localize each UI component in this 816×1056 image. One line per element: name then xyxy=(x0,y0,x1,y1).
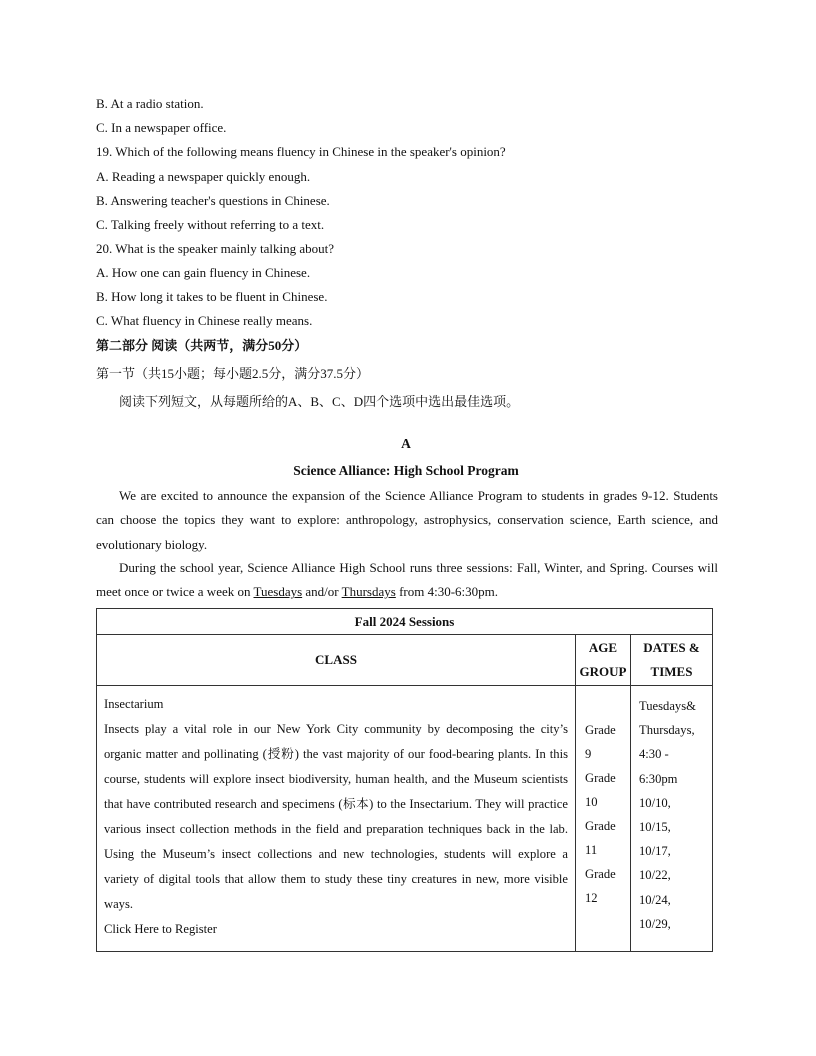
age-group-cell xyxy=(576,686,631,952)
instruction: 阅读下列短文，从每题所给的A、B、C、D四个选项中选出最佳选项。 xyxy=(119,394,520,409)
grade-text: 9 xyxy=(585,747,592,761)
part-heading: 第二部分 阅读（共两节，满分50分） xyxy=(96,338,308,353)
date-text: Thursdays, xyxy=(639,723,695,738)
date-text: 10/29, xyxy=(639,916,671,931)
grade-text: Grade xyxy=(585,723,616,737)
date-text: 10/17, xyxy=(639,844,671,859)
paragraph-1: We are excited to announce the expansion of the Science Alliance Program to students in grades 9-12. Students can choose the topics they want to explore: anthropology, astrophysics, conservation science, Earth science, and evolutionary biology. xyxy=(96,488,718,552)
option-19b: B. Answering teacher's questions in Chinese. xyxy=(96,193,330,208)
p2-text-before: During the school year, Science Alliance High School runs three sessions: Fall, Winter, and Spring. Courses will meet once or twice a week on xyxy=(96,560,718,600)
date-text: 10/10, xyxy=(639,795,671,810)
grade-text: Grade xyxy=(585,771,616,785)
grade-text: Grade xyxy=(585,867,616,881)
sessions-table xyxy=(96,608,713,952)
class-description: Insects play a vital role in our New York City community by decomposing the city’s organic matter and pollinating (授粉) the vast majority of our food-bearing plants. In this course, students will explore insect biodiversity, human health, and the Museum scientists that have contributed research and specimens (标本) to the Insectarium. They will practice various insect collection methods in the field and preparation techniques back in the lab. Using the Museum’s insect collections and new technologies, students will explore a variety of digital tools that allow them to study these tiny creatures in new, more visible ways. xyxy=(104,722,568,911)
option-20a: A. How one can gain fluency in Chinese. xyxy=(96,265,311,280)
grade-text: 11 xyxy=(585,843,598,857)
table-header-row xyxy=(97,635,713,686)
question-19: 19. Which of the following means fluency in Chinese in the speaker's opinion? xyxy=(96,144,506,159)
class-name: Insectarium xyxy=(104,697,164,711)
subsection-heading: 第一节（共15小题；每小题2.5分，满分37.5分） xyxy=(96,366,370,381)
line-c-newspaper: C. In a newspaper office. xyxy=(96,120,227,135)
p2-text-after: from 4:30-6:30pm. xyxy=(395,584,498,600)
dates-cell xyxy=(631,686,713,952)
class-header: CLASS xyxy=(97,635,576,686)
date-text: 10/24, xyxy=(639,892,671,907)
question-20: 20. What is the speaker mainly talking about? xyxy=(96,241,335,256)
date-text: Tuesdays& xyxy=(639,699,696,713)
age-header-line1: AGE xyxy=(588,640,618,655)
option-19a: A. Reading a newspaper quickly enough. xyxy=(96,169,311,184)
class-cell xyxy=(97,686,576,952)
date-text: 6:30pm xyxy=(639,771,678,786)
grade-text: Grade xyxy=(585,819,616,833)
dates-header-line2: TIMES xyxy=(650,664,693,679)
age-group-header xyxy=(576,635,631,686)
table-row xyxy=(97,686,713,952)
grade-text: 10 xyxy=(585,795,598,809)
p2-text-and: and/or xyxy=(302,584,342,600)
dates-header-line1: DATES & xyxy=(643,640,700,655)
grade-text: 12 xyxy=(585,891,598,905)
option-20b: B. How long it takes to be fluent in Chinese. xyxy=(96,289,328,304)
tuesdays-link[interactable]: Tuesdays xyxy=(253,584,303,600)
passage-letter: A xyxy=(401,436,411,451)
table-title: Fall 2024 Sessions xyxy=(97,609,713,635)
line-b-radio: B. At a radio station. xyxy=(96,96,204,111)
option-20c: C. What fluency in Chinese really means. xyxy=(96,313,313,328)
table-title-row xyxy=(97,609,713,635)
dates-header xyxy=(631,635,713,686)
age-header-line2: GROUP xyxy=(579,664,627,679)
thursdays-link[interactable]: Thursdays xyxy=(341,584,396,600)
passage-title: Science Alliance: High School Program xyxy=(293,463,519,478)
date-text: 10/22, xyxy=(639,868,671,883)
option-19c: C. Talking freely without referring to a text. xyxy=(96,217,325,232)
date-text: 10/15, xyxy=(639,820,671,835)
paragraph-2 xyxy=(96,556,718,605)
register-link[interactable]: Click Here to Register xyxy=(104,922,217,936)
date-text: 4:30 - xyxy=(639,747,669,762)
